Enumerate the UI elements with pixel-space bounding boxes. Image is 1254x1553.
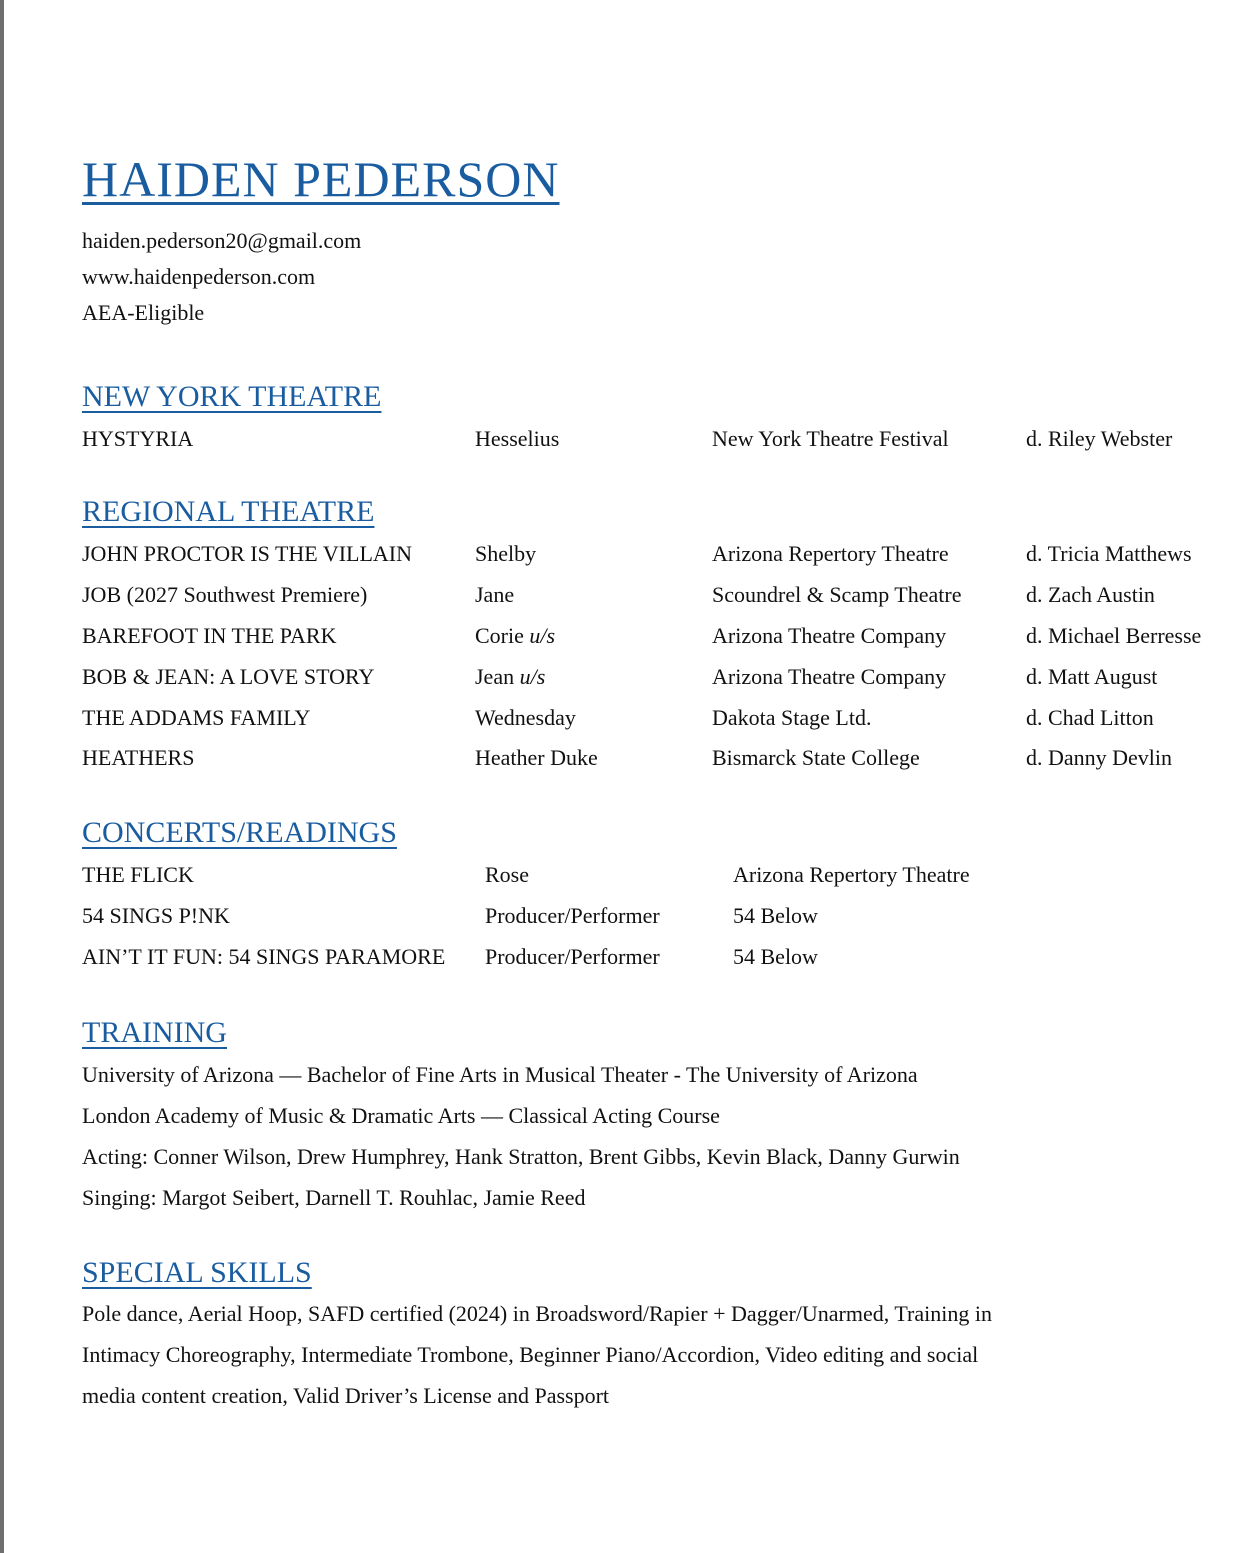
credit-show: THE ADDAMS FAMILY (82, 705, 311, 730)
credit-show: THE FLICK (82, 862, 194, 887)
credit-show: HYSTYRIA (82, 426, 194, 451)
credit-show: JOB (2027 Southwest Premiere) (82, 582, 368, 607)
credit-role: Shelby (475, 541, 537, 566)
training-line: London Academy of Music & Dramatic Arts — Classical Acting Course (82, 1103, 720, 1128)
credit-role: Heather Duke (475, 745, 598, 770)
credit-venue: 54 Below (733, 944, 818, 969)
page-edge (0, 0, 4, 1553)
credit-venue: Arizona Repertory Theatre (733, 862, 970, 887)
credit-show: AIN’T IT FUN: 54 SINGS PARAMORE (82, 944, 446, 969)
credit-show: 54 SINGS P!NK (82, 903, 230, 928)
credit-director: d. Zach Austin (1026, 582, 1155, 607)
credit-director: d. Michael Berresse (1026, 623, 1202, 648)
credit-role: Producer/Performer (485, 903, 660, 928)
credit-director: d. Riley Webster (1026, 426, 1173, 451)
skills-line: media content creation, Valid Driver’s License and Passport (82, 1383, 610, 1408)
credit-show: HEATHERS (82, 745, 195, 770)
resume-name: HAIDEN PEDERSON (82, 151, 560, 207)
contact-union-status: AEA-Eligible (82, 300, 205, 325)
credit-venue: 54 Below (733, 903, 818, 928)
credit-venue: Scoundrel & Scamp Theatre (712, 582, 962, 607)
credit-role: Hesselius (475, 426, 560, 451)
credit-venue: Dakota Stage Ltd. (712, 705, 872, 730)
skills-line: Intimacy Choreography, Intermediate Trombone, Beginner Piano/Accordion, Video editing and social (82, 1342, 979, 1367)
section-heading-regional-theatre: REGIONAL THEATRE (82, 495, 375, 528)
section-heading-concerts-readings: CONCERTS/READINGS (82, 816, 397, 849)
credit-role: Wednesday (475, 705, 576, 730)
credit-venue: Arizona Repertory Theatre (712, 541, 949, 566)
credit-show: BAREFOOT IN THE PARK (82, 623, 337, 648)
credit-role: Jane (475, 582, 515, 607)
credit-venue: New York Theatre Festival (712, 426, 949, 451)
credit-show: BOB & JEAN: A LOVE STORY (82, 664, 375, 689)
credit-director: d. Danny Devlin (1026, 745, 1173, 770)
skills-line: Pole dance, Aerial Hoop, SAFD certified (2024) in Broadsword/Rapier + Dagger/Unarmed, Training in (82, 1301, 992, 1326)
training-line: Singing: Margot Seibert, Darnell T. Rouhlac, Jamie Reed (82, 1185, 586, 1210)
section-heading-special-skills: SPECIAL SKILLS (82, 1256, 312, 1289)
section-heading-new-york-theatre: NEW YORK THEATRE (82, 380, 382, 413)
credit-director: d. Tricia Matthews (1026, 541, 1192, 566)
credit-director: d. Chad Litton (1026, 705, 1154, 730)
training-line: University of Arizona — Bachelor of Fine Arts in Musical Theater - The University of Arizona (82, 1062, 918, 1087)
credit-show: JOHN PROCTOR IS THE VILLAIN (82, 541, 413, 566)
credit-venue: Arizona Theatre Company (712, 623, 947, 648)
credit-venue: Arizona Theatre Company (712, 664, 947, 689)
credit-role: Jean u/s (475, 664, 546, 689)
contact-website: www.haidenpederson.com (82, 264, 316, 289)
section-heading-training: TRAINING (82, 1016, 227, 1049)
training-line: Acting: Conner Wilson, Drew Humphrey, Hank Stratton, Brent Gibbs, Kevin Black, Danny Gurwin (82, 1144, 960, 1169)
credit-role: Rose (485, 862, 529, 887)
credit-role: Producer/Performer (485, 944, 660, 969)
credit-role: Corie u/s (475, 623, 556, 648)
contact-email: haiden.pederson20@gmail.com (82, 228, 362, 253)
credit-director: d. Matt August (1026, 664, 1158, 689)
credit-venue: Bismarck State College (712, 745, 920, 770)
